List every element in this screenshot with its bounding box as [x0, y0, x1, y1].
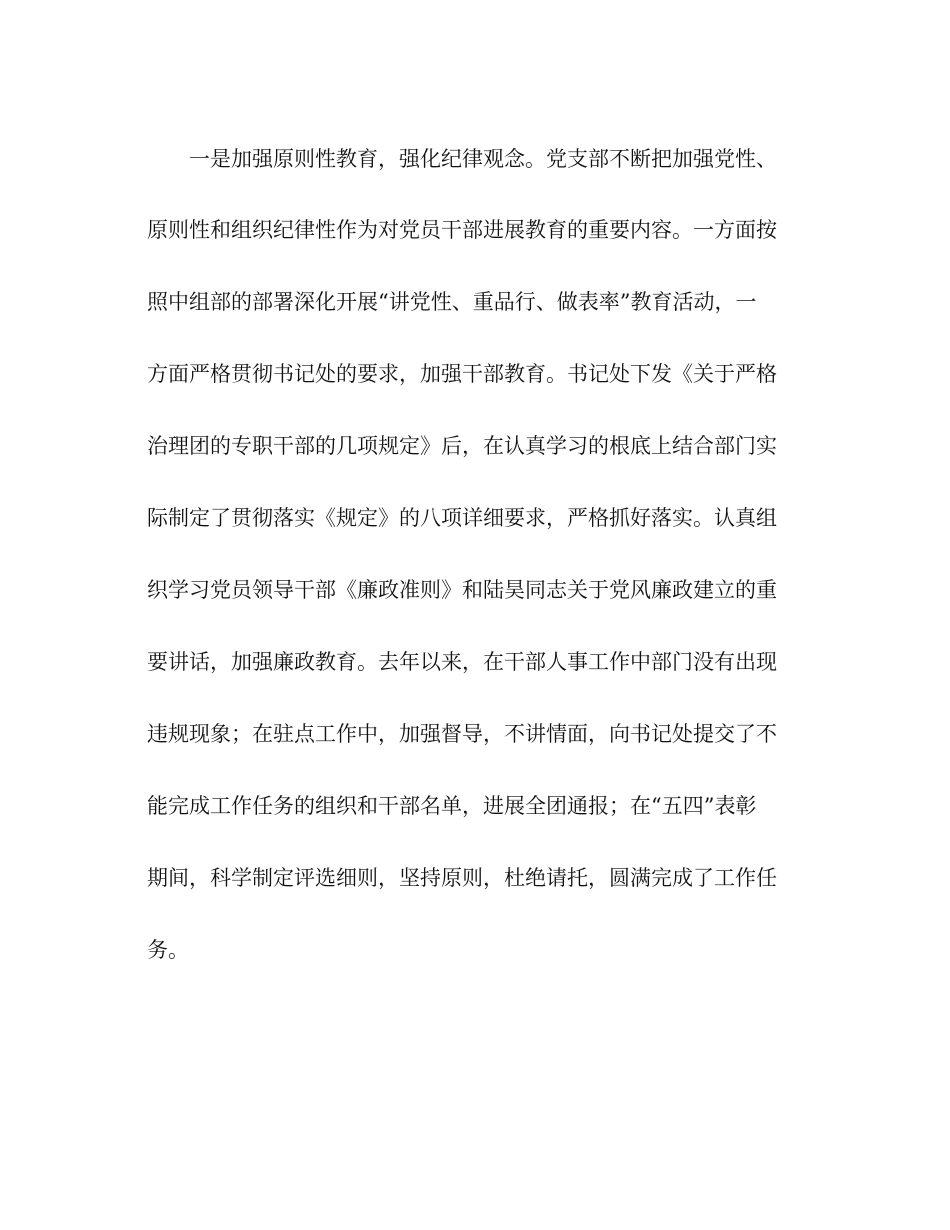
paragraph-line-8: 要讲话，加强廉政教育。去年以来，在干部人事工作中部门没有出现 [147, 650, 777, 674]
paragraph-line-10: 能完成工作任务的组织和干部名单，进展全团通报；在“五四”表彰 [147, 794, 757, 818]
paragraph-line-11: 期间，科学制定评选细则，坚持原则，杜绝请托，圆满完成了工作任 [147, 866, 777, 890]
paragraph-line-5: 治理团的专职干部的几项规定》后，在认真学习的根底上结合部门实 [147, 434, 777, 458]
paragraph-line-2: 原则性和组织纪律性作为对党员干部进展教育的重要内容。一方面按 [147, 218, 777, 242]
paragraph-line-3: 照中组部的部署深化开展“讲党性、重品行、做表率”教育活动，一 [147, 290, 757, 314]
paragraph-line-4: 方面严格贯彻书记处的要求，加强干部教育。书记处下发《关于严格 [147, 362, 777, 386]
paragraph-line-7: 织学习党员领导干部《廉政准则》和陆昊同志关于党风廉政建立的重 [147, 578, 777, 602]
paragraph-line-9: 违规现象；在驻点工作中，加强督导，不讲情面，向书记处提交了不 [147, 722, 777, 746]
paragraph-line-1: 一是加强原则性教育，强化纪律观念。党支部不断把加强党性、 [189, 147, 777, 171]
paragraph-line-12: 务。 [147, 938, 189, 962]
paragraph-line-6: 际制定了贯彻落实《规定》的八项详细要求，严格抓好落实。认真组 [147, 506, 777, 530]
